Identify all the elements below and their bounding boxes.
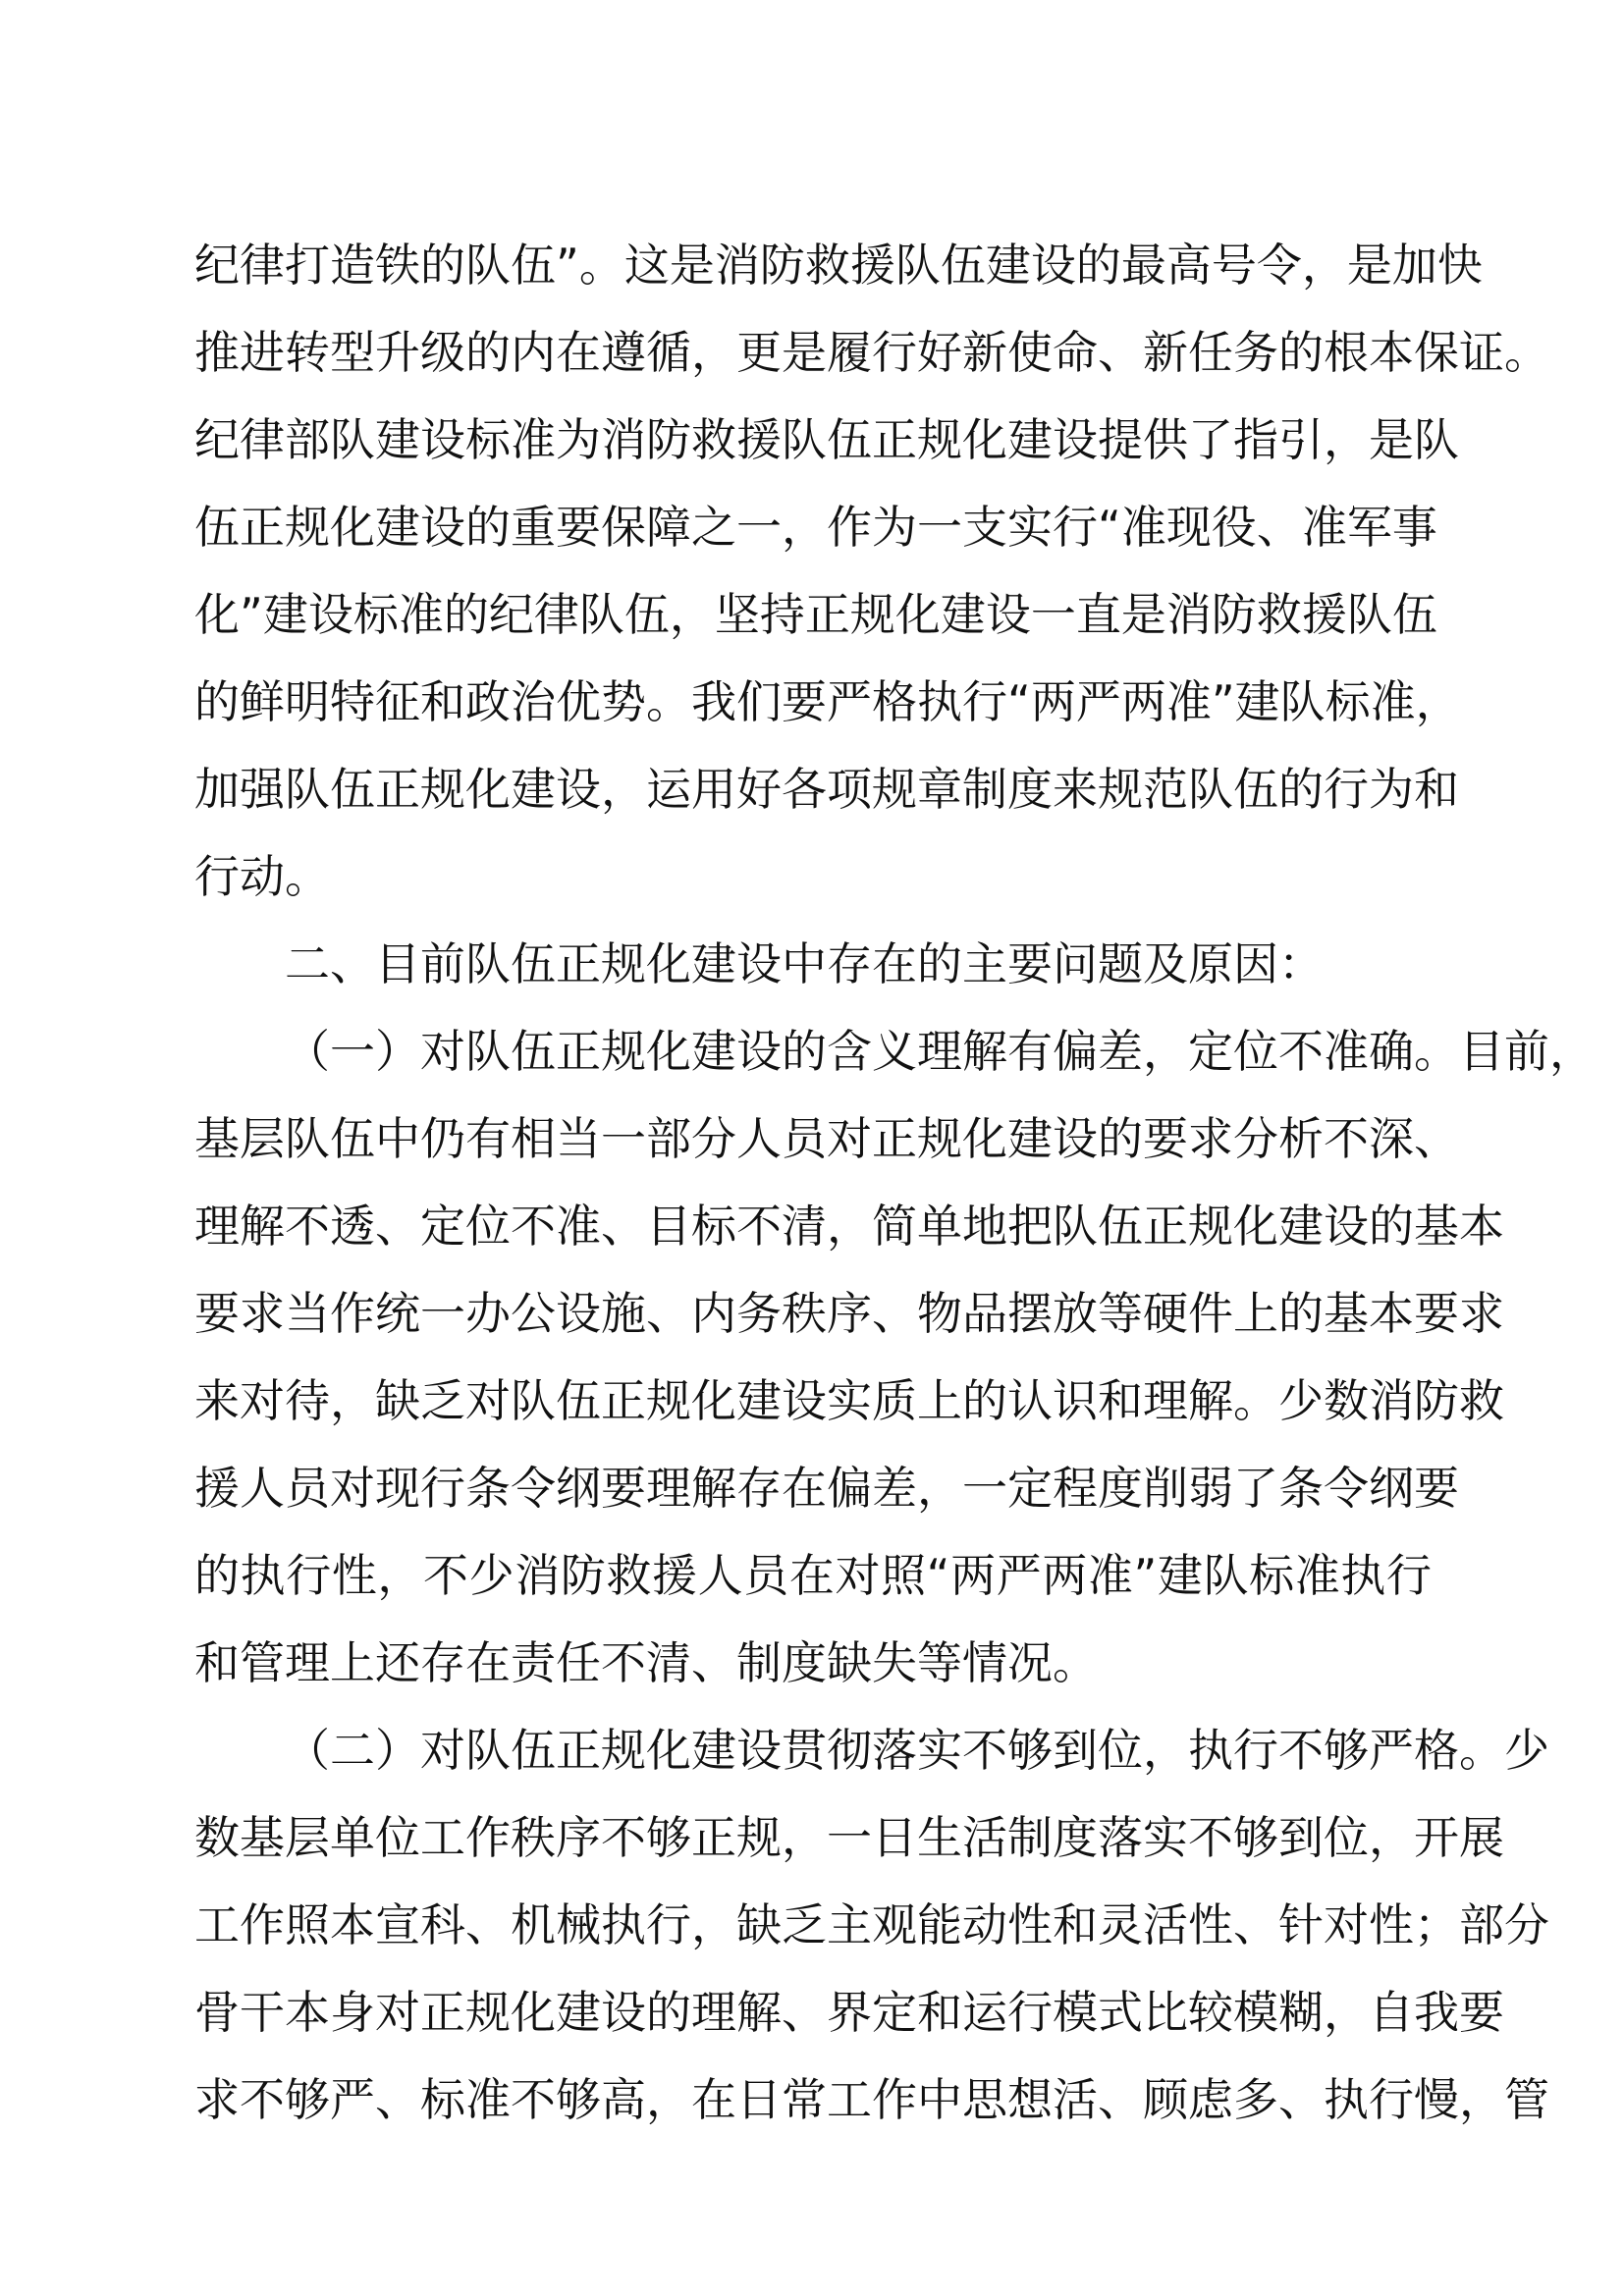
document-body	[194, 222, 1595, 2144]
text-line: 工作照本宣科、机械执行，缺乏主观能动性和灵活性、针对性；部分	[194, 1898, 1549, 1951]
text-line: 和管理上还存在责任不清、制度缺失等情况。	[194, 1636, 1098, 1689]
text-line: 纪律部队建设标准为消防救援队伍正规化建设提供了指引，是队	[194, 413, 1459, 466]
paragraph-3	[194, 1707, 1549, 2144]
text-line: 的鲜明特征和政治优势。我们要严格执行“两严两准”建队标准，	[194, 675, 1461, 728]
text-line: 纪律打造铁的队伍”。这是消防救援队伍建设的最高号令，是加快	[194, 239, 1483, 292]
text-line: 推进转型升级的内在遵循，更是履行好新使命、新任务的根本保证。	[194, 326, 1549, 379]
text-line: 要求当作统一办公设施、内务秩序、物品摆放等硬件上的基本要求	[194, 1287, 1504, 1340]
text-line: 化”建设标准的纪律队伍，坚持正规化建设一直是消防救援队伍	[194, 588, 1437, 641]
text-line: 加强队伍正规化建设，运用好各项规章制度来规范队伍的行为和	[194, 763, 1459, 816]
text-line: 来对待，缺乏对队伍正规化建设实质上的认识和理解。少数消防救	[194, 1374, 1504, 1427]
text-line: 行动。	[194, 850, 330, 903]
paragraph-1	[194, 222, 1549, 921]
text-line: 伍正规化建设的重要保障之一，作为一支实行“准现役、准军事	[194, 501, 1437, 554]
text-line: 的执行性，不少消防救援人员在对照“两严两准”建队标准执行	[194, 1549, 1432, 1602]
text-line: 求不够严、标准不够高，在日常工作中思想活、顾虑多、执行慢，管	[194, 2073, 1549, 2126]
text-line: 援人员对现行条令纲要理解存在偏差，一定程度削弱了条令纲要	[194, 1462, 1459, 1515]
text-line: （一）对队伍正规化建设的含义理解有偏差，定位不准确。目前，	[285, 1025, 1595, 1078]
text-line: 理解不透、定位不准、目标不清，简单地把队伍正规化建设的基本	[194, 1200, 1504, 1253]
heading-line: 二、目前队伍正规化建设中存在的主要问题及原因：	[285, 937, 1324, 990]
text-line: 基层队伍中仍有相当一部分人员对正规化建设的要求分析不深、	[194, 1112, 1459, 1165]
text-line: （二）对队伍正规化建设贯彻落实不够到位，执行不够严格。少	[285, 1724, 1549, 1777]
paragraph-2	[194, 1008, 1595, 1707]
text-line: 数基层单位工作秩序不够正规，一日生活制度落实不够到位，开展	[194, 1811, 1504, 1864]
section-heading	[194, 921, 1432, 1008]
text-line: 骨干本身对正规化建设的理解、界定和运行模式比较模糊，自我要	[194, 1986, 1504, 2039]
